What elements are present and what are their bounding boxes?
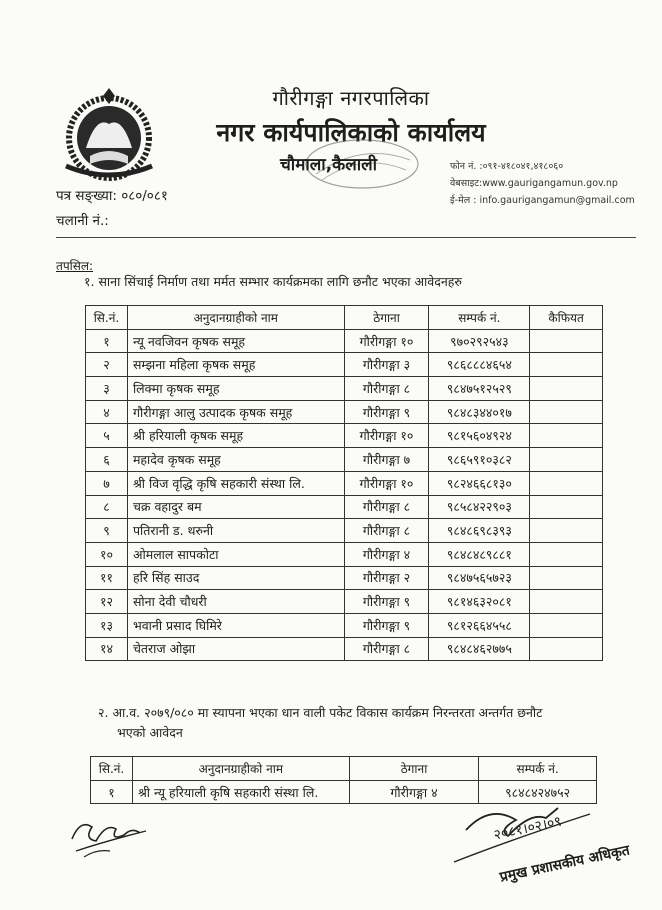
table-cell (530, 400, 603, 424)
table-row (86, 377, 603, 401)
tapsil-label: तपसिल: (56, 259, 94, 273)
table-cell: भवानी प्रसाद घिमिरे (127, 613, 344, 637)
table-row (86, 353, 603, 377)
table-cell: ९८४८६९८३९३ (429, 519, 530, 543)
table-cell: गौरीगङ्गा १० (344, 471, 429, 495)
table-cell: १० (86, 542, 128, 566)
table-row (86, 566, 603, 590)
table-header-row (86, 306, 603, 330)
table-cell: ९८४८३४४०१७ (429, 400, 530, 424)
table-cell: १२ (86, 590, 128, 614)
table-cell (530, 424, 603, 448)
table-row (86, 613, 603, 637)
table-cell: ९८६५९१०३८२ (429, 448, 530, 472)
handwritten-initials (66, 805, 156, 865)
table-cell: न्यू नवजिवन कृषक समूह (127, 329, 344, 353)
column-header: अनुदानग्राहीको नाम (127, 306, 344, 330)
contact-block (450, 158, 635, 209)
table-cell: ९८४८४८९८८१ (429, 542, 530, 566)
signature-date: २०८१।०२।०९ (492, 813, 564, 844)
table-cell: ९८२४६६८१३० (429, 471, 530, 495)
table-cell (530, 566, 603, 590)
table-cell: गौरीगङ्गा ८ (344, 377, 429, 401)
section-2-heading-line-2: भएको आवेदन (117, 725, 183, 740)
table-cell (530, 329, 603, 353)
table-cell: गौरीगङ्गा ९ (344, 400, 429, 424)
table-cell: १३ (86, 613, 128, 637)
email: ई-मेल : info.gaurigangamun@gmail.com (450, 195, 635, 206)
table-cell (530, 613, 603, 637)
table-cell: २ (86, 353, 128, 377)
table-row (86, 448, 603, 472)
table-cell: चक्र वहादुर बम (127, 495, 344, 519)
table-cell: श्री हरियाली कृषक समूह (127, 424, 344, 448)
table-cell: ९८४७५६५७२३ (429, 566, 530, 590)
table-cell: गौरीगङ्गा ८ (344, 519, 429, 543)
table-cell: लिक्मा कृषक समूह (127, 377, 344, 401)
table-cell: ७ (86, 471, 128, 495)
section-1-table-body (86, 329, 603, 661)
table-cell: पतिरानी ड. थरुनी (127, 519, 344, 543)
table-row (86, 519, 603, 543)
table-cell: ९८१५६०४९२४ (429, 424, 530, 448)
table-cell: ३ (86, 377, 128, 401)
table-cell (530, 542, 603, 566)
table-cell: श्री विज वृद्धि कृषि सहकारी संस्था लि. (127, 471, 344, 495)
table-row (86, 329, 603, 353)
table-cell: गौरीगङ्गा १० (344, 329, 429, 353)
chalani-number: चलानी नं.: (56, 213, 109, 229)
table-cell: ४ (86, 400, 128, 424)
table-cell: गौरीगङ्गा २ (344, 566, 429, 590)
table-cell: गौरीगङ्गा आलु उत्पादक कृषक समूह (127, 400, 344, 424)
office-name: नगर कार्यपालिकाको कार्यालय (216, 118, 486, 147)
table-cell: ९८५८४२२९०३ (429, 495, 530, 519)
table-cell: चेतराज ओझा (127, 637, 344, 661)
website: वेबसाइट:www.gaurigangamun.gov.np (450, 178, 618, 189)
table-cell: १ (91, 780, 133, 804)
table-cell: श्री न्यू हरियाली कृषि सहकारी संस्था लि. (132, 780, 349, 804)
table-row (86, 400, 603, 424)
phone-number: फोन नं. :०९१-४१८०४१,४१८०६० (450, 161, 564, 172)
designation: प्रमुख प्रशासकीय अधिकृत (498, 842, 632, 886)
table-cell: गौरीगङ्गा ९ (344, 613, 429, 637)
table-cell (530, 495, 603, 519)
table-cell: १ (86, 329, 128, 353)
column-header: ठेगाना (344, 306, 429, 330)
table-cell: ९८४८४२४७५२ (479, 780, 597, 804)
patra-sankhya: पत्र सङ्ख्या: ०८०/०८१ (56, 188, 168, 204)
table-cell: ९८१२६६४५५८ (429, 613, 530, 637)
column-header: ठेगाना (349, 757, 479, 781)
section-2-table (90, 756, 597, 804)
table-cell: गौरीगङ्गा ८ (344, 637, 429, 661)
table-cell: गौरीगङ्गा ४ (344, 542, 429, 566)
table-cell: ६ (86, 448, 128, 472)
table-cell: गौरीगङ्गा ४ (349, 780, 479, 804)
table-row (86, 637, 603, 661)
table-cell: गौरीगङ्गा ९ (344, 590, 429, 614)
table-cell: गौरीगङ्गा ७ (344, 448, 429, 472)
column-header: सम्पर्क नं. (429, 306, 530, 330)
table-cell: हरि सिंह साउद (127, 566, 344, 590)
table-cell: महादेव कृषक समूह (127, 448, 344, 472)
section-1-table (85, 305, 603, 661)
table-cell: ११ (86, 566, 128, 590)
table-cell: गौरीगङ्गा ८ (344, 495, 429, 519)
section-2-heading-line-1: २. आ.व. २०७९/०८० मा स्यापना भएका धान वाली पकेट विकास कार्यक्रम निरन्तरता अन्तर्गत छनौट (98, 705, 543, 720)
table-cell (530, 590, 603, 614)
column-header: सि.नं. (91, 757, 133, 781)
table-row (86, 542, 603, 566)
column-header: सि.नं. (86, 306, 128, 330)
table-cell: ९८४७५१२५२९ (429, 377, 530, 401)
table-cell: ओमलाल सापकोटा (127, 542, 344, 566)
table-header-row (91, 757, 597, 781)
table-cell: ८ (86, 495, 128, 519)
table-cell (530, 377, 603, 401)
table-row (86, 590, 603, 614)
municipality-name: गौरीगङ्गा नगरपालिका (272, 86, 430, 110)
table-cell: ९७०२९२५४३ (429, 329, 530, 353)
table-cell: सोना देवी चौधरी (127, 590, 344, 614)
table-cell (530, 353, 603, 377)
table-cell: गौरीगङ्गा १० (344, 424, 429, 448)
table-cell (530, 471, 603, 495)
table-cell (530, 637, 603, 661)
divider (56, 237, 636, 238)
table-cell: ९८६८८८४६५४ (429, 353, 530, 377)
column-header: कैफियत (530, 306, 603, 330)
table-cell: ९ (86, 519, 128, 543)
office-location: चौमाला,कैलाली (280, 155, 378, 175)
table-row (86, 424, 603, 448)
table-cell: सम्झना महिला कृषक समूह (127, 353, 344, 377)
table-cell: गौरीगङ्गा ३ (344, 353, 429, 377)
table-row (86, 495, 603, 519)
table-row (86, 471, 603, 495)
table-cell: ९८१४६३२०८१ (429, 590, 530, 614)
table-cell: १४ (86, 637, 128, 661)
table-cell: ९८४८४६२७७५ (429, 637, 530, 661)
section-1-heading: १. साना सिंचाई निर्माण तथा मर्मत सम्भार कार्यक्रमका लागि छनौट भएका आवेदनहरु (84, 274, 462, 289)
column-header: सम्पर्क नं. (479, 757, 597, 781)
table-cell: ५ (86, 424, 128, 448)
column-header: अनुदानग्राहीको नाम (132, 757, 349, 781)
table-cell (530, 448, 603, 472)
table-cell (530, 519, 603, 543)
